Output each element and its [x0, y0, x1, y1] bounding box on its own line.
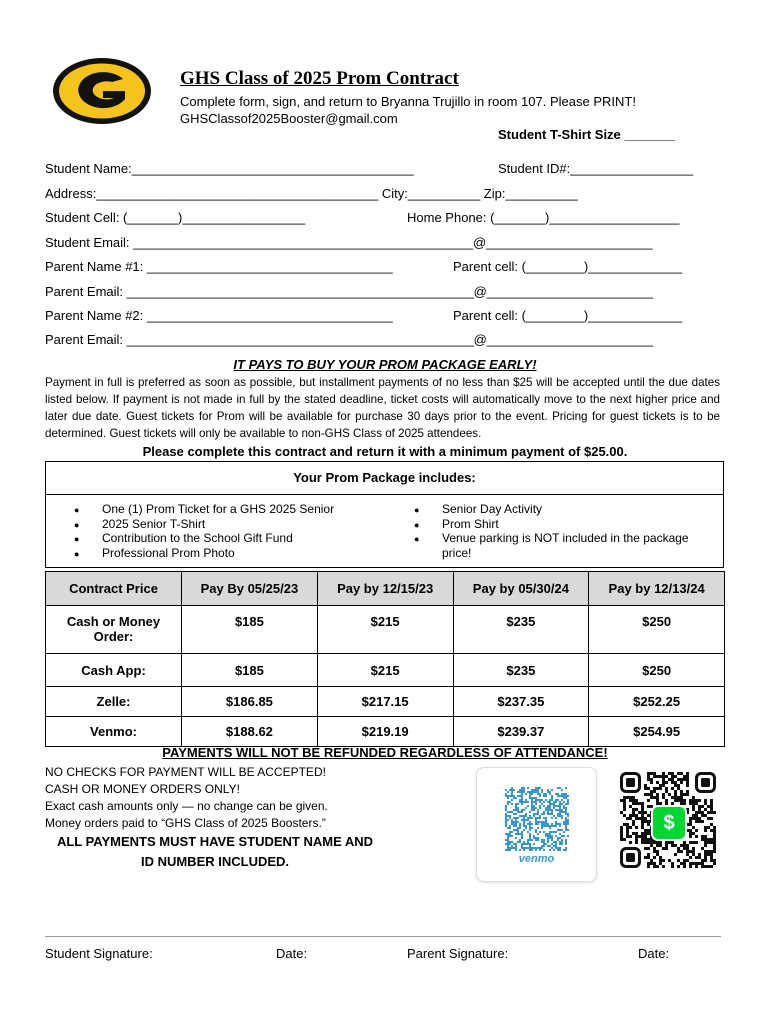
table-cell: $254.95: [589, 717, 725, 747]
tshirt-size-field[interactable]: Student T-Shirt Size _______: [498, 127, 676, 142]
table-cell: Venmo:: [46, 717, 182, 747]
table-cell: $235: [453, 606, 589, 654]
exact-cash-text: Exact cash amounts only — no change can be given.: [45, 799, 328, 813]
table-header: Contract Price: [46, 572, 182, 606]
refund-heading: PAYMENTS WILL NOT BE REFUNDED REGARDLESS OF ATTENDANCE!: [162, 745, 608, 760]
list-item: ● Senior Day Activity: [414, 502, 704, 517]
list-item: ● Contribution to the School Gift Fund: [74, 531, 384, 546]
venmo-qr-code: [505, 787, 569, 851]
date-label[interactable]: Date:: [638, 946, 670, 961]
package-list-right: [414, 502, 704, 560]
date-label[interactable]: Date:: [276, 946, 308, 961]
table-cell: Cash or Money Order:: [46, 606, 182, 654]
list-item: ● Professional Prom Photo: [74, 546, 384, 561]
early-heading: IT PAYS TO BUY YOUR PROM PACKAGE EARLY!: [233, 357, 537, 372]
dollar-icon: $: [663, 812, 675, 834]
money-orders-text: Money orders paid to “GHS Class of 2025 Boosters.”: [45, 816, 326, 830]
table-row: [46, 687, 725, 717]
list-item: ● Venue parking is NOT included in the package price!: [414, 531, 704, 560]
student-name-field[interactable]: Student Name:_______________________________________: [45, 161, 414, 176]
venmo-qr-card: [476, 767, 597, 882]
all-payments-note: [45, 832, 385, 872]
list-item: ● Prom Shirt: [414, 517, 704, 532]
all-payments-line1: ALL PAYMENTS MUST HAVE STUDENT NAME AND: [56, 834, 374, 849]
table-cell: $215: [317, 606, 453, 654]
all-payments-line2: ID NUMBER INCLUDED.: [140, 854, 290, 869]
table-cell: $185: [182, 654, 318, 687]
instructions-text: Complete form, sign, and return to Bryanna Trujillo in room 107. Please PRINT!: [180, 94, 636, 109]
table-cell: $252.25: [589, 687, 725, 717]
address-field[interactable]: Address:_______________________________________ City:__________ Zip:__________: [45, 186, 578, 201]
table-row: [46, 717, 725, 747]
table-header: Pay by 12/13/24: [589, 572, 725, 606]
list-item: ● 2025 Senior T-Shirt: [74, 517, 384, 532]
parent2-cell-field[interactable]: Parent cell: (________)_____________: [453, 308, 683, 323]
table-cell: Cash App:: [46, 654, 182, 687]
table-cell: $215: [317, 654, 453, 687]
table-cell: $188.62: [182, 717, 318, 747]
parent1-name-field[interactable]: Parent Name #1: __________________________________: [45, 259, 393, 274]
student-id-field[interactable]: Student ID#:_________________: [498, 161, 694, 176]
pricing-table: [45, 571, 725, 747]
table-cell: $239.37: [453, 717, 589, 747]
table-cell: $217.15: [317, 687, 453, 717]
payment-notes: [45, 764, 328, 832]
package-box: [45, 461, 724, 568]
page-title: GHS Class of 2025 Prom Contract: [180, 68, 459, 89]
parent2-email-field[interactable]: Parent Email: ________________________________________________@_______________________: [45, 332, 654, 347]
parent2-name-field[interactable]: Parent Name #2: __________________________________: [45, 308, 393, 323]
table-cell: $250: [589, 606, 725, 654]
table-header: Pay by 05/30/24: [453, 572, 589, 606]
table-cell: Zelle:: [46, 687, 182, 717]
table-cell: $237.35: [453, 687, 589, 717]
list-item: ● One (1) Prom Ticket for a GHS 2025 Senior: [74, 502, 384, 517]
no-checks-text: NO CHECKS FOR PAYMENT WILL BE ACCEPTED!: [45, 765, 326, 779]
payment-policy-text: Payment in full is preferred as soon as possible, but installment payments of no less than $25 will be accepted until the due dates listed below. If payment is not made in full by the stated deadline, ticket costs will automatically move to the next higher price and later due date. Guest tickets for Prom will be available for purchase 30 days prior to the event. Pricing for guest tickets is to be determined. Guest tickets will only be available to non-GHS Class of 2025 attendees.: [45, 376, 720, 440]
table-cell: $235: [453, 654, 589, 687]
table-row: [46, 606, 725, 654]
table-header-row: [46, 572, 725, 606]
ghs-logo: [52, 57, 152, 125]
cash-only-text: CASH OR MONEY ORDERS ONLY!: [45, 782, 240, 796]
table-cell: $219.19: [317, 717, 453, 747]
package-heading: Your Prom Package includes:: [46, 462, 723, 495]
parent1-cell-field[interactable]: Parent cell: (________)_____________: [453, 259, 683, 274]
package-list-left: [74, 502, 384, 560]
cashapp-logo: [651, 805, 687, 841]
minimum-payment-text: Please complete this contract and return it with a minimum payment of $25.00.: [142, 444, 628, 459]
home-phone-field[interactable]: Home Phone: (_______)__________________: [407, 210, 680, 225]
student-email-field[interactable]: Student Email: _______________________________________________@_______________________: [45, 235, 653, 250]
signature-divider: [45, 936, 721, 937]
table-row: [46, 654, 725, 687]
student-cell-field[interactable]: Student Cell: (_______)_________________: [45, 210, 306, 225]
student-signature-label[interactable]: Student Signature:: [45, 946, 153, 961]
parent1-email-field[interactable]: Parent Email: ________________________________________________@_______________________: [45, 284, 654, 299]
table-header: Pay By 05/25/23: [182, 572, 318, 606]
table-cell: $250: [589, 654, 725, 687]
parent-signature-label[interactable]: Parent Signature:: [407, 946, 509, 961]
table-header: Pay by 12/15/23: [317, 572, 453, 606]
table-cell: $185: [182, 606, 318, 654]
booster-email: GHSClassof2025Booster@gmail.com: [180, 111, 398, 126]
venmo-label: venmo: [518, 853, 555, 865]
table-cell: $186.85: [182, 687, 318, 717]
